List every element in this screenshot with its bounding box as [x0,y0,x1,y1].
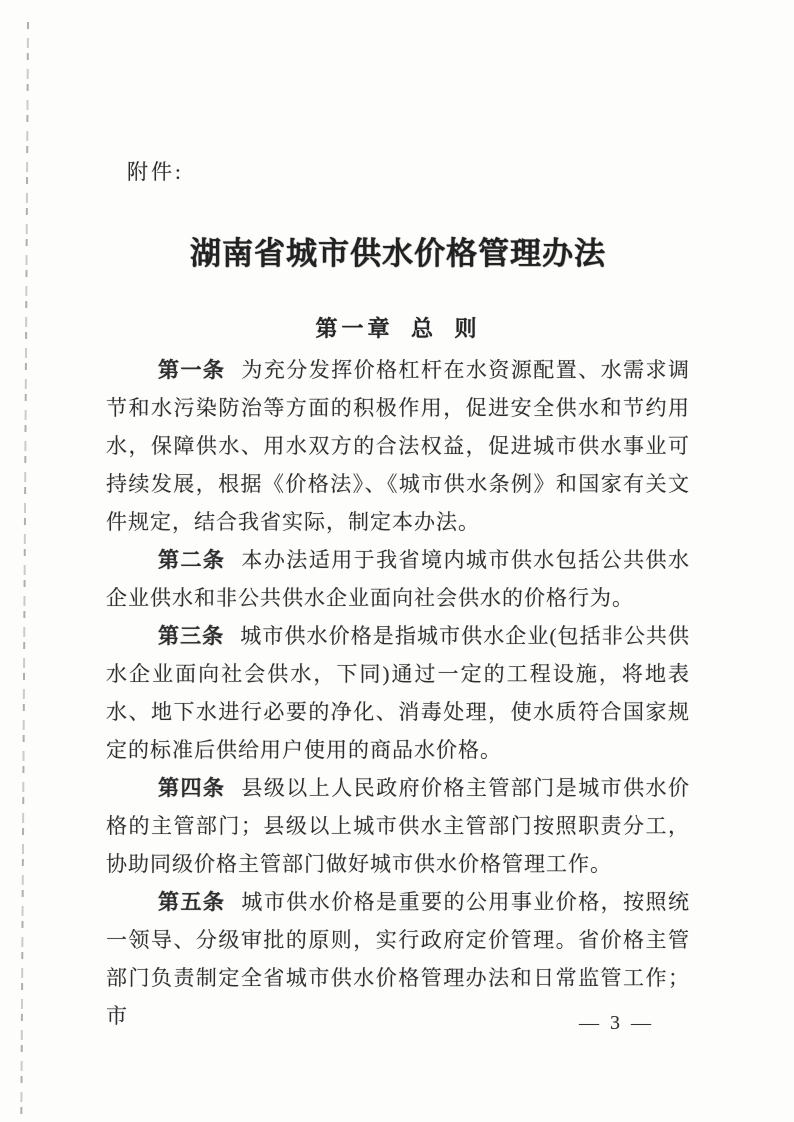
article-5-label: 第五条 [158,890,226,914]
article-paragraph-2 [106,541,690,617]
document-title: 湖南省城市供水价格管理办法 [190,236,606,271]
article-2-label: 第二条 [158,548,226,572]
article-4-text: 县级以上人民政府价格主管部门是城市供水价格的主管部门；县级以上城市供水主管部门按照职责分工，协助同级价格主管部门做好城市供水价格管理工作。 [106,776,691,876]
article-1-label: 第一条 [158,358,226,382]
article-3-label: 第三条 [158,624,225,648]
article-paragraph-1 [106,351,690,541]
scan-edge-artifact-line [20,22,28,1122]
chapter-heading: 第一章 总 则 [315,316,481,341]
document-body [106,351,690,1035]
article-5-text: 城市供水价格是重要的公用事业价格，按照统一领导、分级审批的原则，实行政府定价管理。省价格主管部门负责制定全省城市供水价格管理办法和日常监管工作；市 [106,890,691,1028]
article-1-text: 为充分发挥价格杠杆在水资源配置、水需求调节和水污染防治等方面的积极作用，促进安全供水和节约用水，保障供水、用水双方的合法权益，促进城市供水事业可持续发展，根据《价格法》、《城市供水条例》和国家有关文件规定，结合我省实际，制定本办法。 [106,358,691,534]
article-2-text: 本办法适用于我省境内城市供水包括公共供水企业供水和非公共供水企业面向社会供水的价格行为。 [106,548,691,610]
page-number: — 3 — [579,1012,654,1034]
article-paragraph-3 [106,617,690,769]
article-3-text: 城市供水价格是指城市供水企业(包括非公共供水企业面向社会供水，下同)通过一定的工程设施，将地表水、地下水进行必要的净化、消毒处理，使水质符合国家规定的标准后供给用户使用的商品水价格。 [106,624,690,762]
attachment-label: 附件: [127,160,184,184]
article-4-label: 第四条 [158,776,226,800]
article-paragraph-4 [106,769,690,883]
